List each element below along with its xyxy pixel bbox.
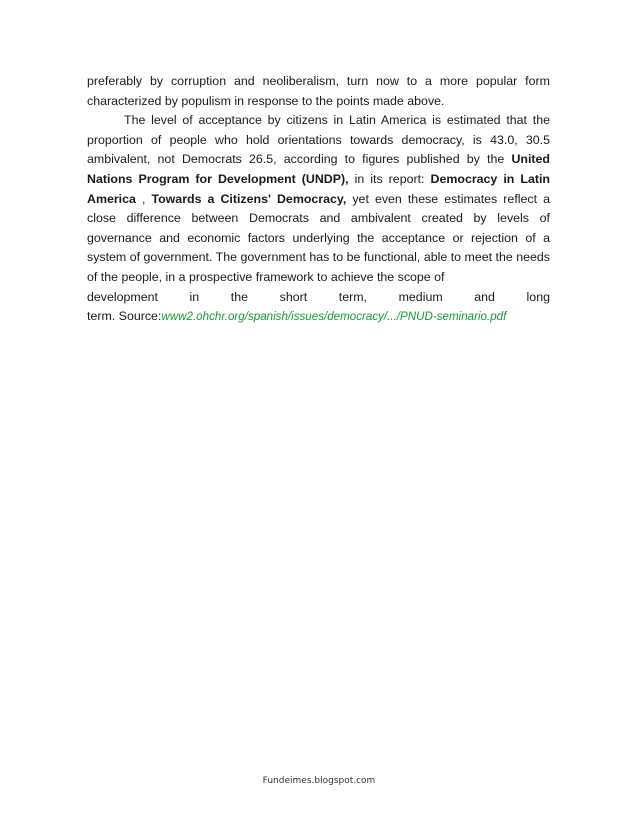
source-link[interactable]: www2.ohchr.org/spanish/issues/democracy/.../PNUD-seminario.pdf [161,310,507,324]
paragraph-2-last-line [87,288,550,308]
source-line [87,307,550,327]
paragraph-2-text-3: , [135,191,152,206]
line-word: the [230,289,249,304]
report-title: Democracy in Latin America [87,171,550,206]
undp-name: United Nations Program for Development (UNDP), [87,152,550,186]
paragraph-2-text-4: yet even these estimates reflect a close difference between Democrats and ambivalent created by levels of governance and economic factors underlying the acceptance or rejection of a system of government. The government has to be functional, able to meet the needs of the people, in a prospective framework to achieve the scope of [87,191,550,284]
line-word: and [474,289,495,304]
paragraph-1 [87,72,550,111]
line-word: corruption [170,74,227,88]
paragraph-2 [87,111,550,287]
line-word: medium [398,289,443,304]
paragraph-2-text-1: The level of acceptance by citizens in Latin America is estimated that the proportion of people who hold orientations towards democracy, is 43.0, 30.5 ambivalent, not Democrats 26.5, according to figures published by the [87,113,550,167]
line-word: form [525,74,550,88]
line-word: to [406,74,418,88]
line-word: now [376,74,399,88]
line-word: preferably [87,74,143,88]
line-word: turn [346,74,369,88]
paragraph-2-text-2: in its report: [348,171,431,186]
body-text [87,72,550,327]
line-word: in [189,289,200,304]
line-word: popular [475,74,518,88]
line-word: term, [338,289,367,304]
page-footer: Fundeimes.blogspot.com [262,776,376,786]
paragraph-1-line-2: characterized by populism in response to the points made above. [87,93,445,108]
line-word: long [526,289,550,304]
line-word: a [425,74,432,88]
source-label: Source: [115,309,162,324]
paragraph-1-line-1 [87,72,550,92]
final-term: term. [87,309,116,324]
line-word: more [439,74,469,88]
line-word: development [87,289,158,304]
report-subtitle: Towards a Citizens' Democracy, [151,191,347,206]
line-word: neoliberalism, [262,74,340,88]
line-word: by [150,74,164,88]
line-word: short [279,289,308,304]
line-word: and [233,74,255,88]
